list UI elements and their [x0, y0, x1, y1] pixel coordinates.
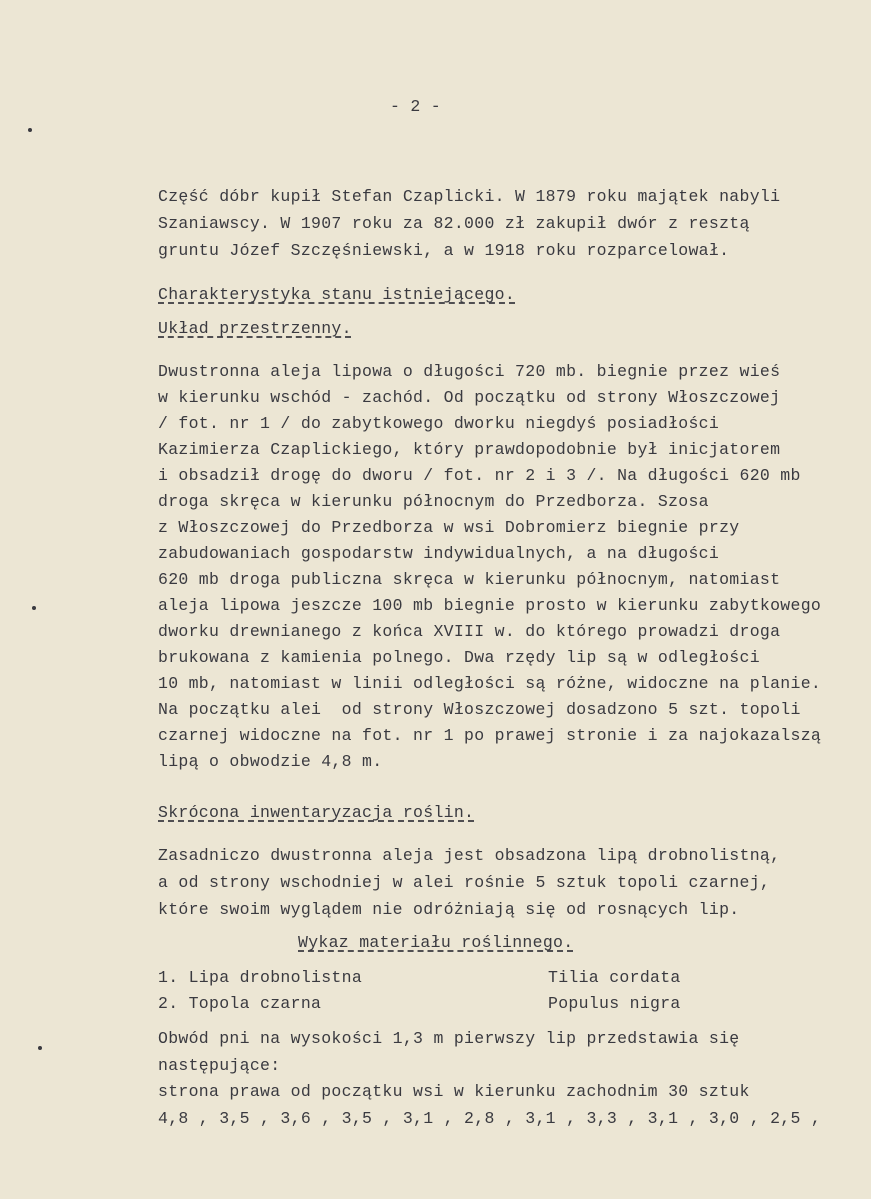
body-line: Na początku alei od strony Włoszczowej dosadzono 5 szt. topoli: [158, 700, 801, 719]
body-line: Zasadniczo dwustronna aleja jest obsadzona lipą drobnolistną,: [158, 846, 781, 865]
body-line: aleja lipowa jeszcze 100 mb biegnie prosto w kierunku zabytkowego: [158, 596, 822, 615]
margin-punch-mark: [32, 606, 36, 610]
section-heading: Skrócona inwentaryzacja roślin.: [158, 803, 475, 822]
body-line: w kierunku wschód - zachód. Od początku od strony Włoszczowej: [158, 388, 781, 407]
section-heading: Charakterystyka stanu istniejącego.: [158, 285, 516, 304]
body-line: a od strony wschodniej w alei rośnie 5 sztuk topoli czarnej,: [158, 873, 771, 892]
body-line: następujące:: [158, 1056, 281, 1075]
body-line: i obsadził drogę do dworu / fot. nr 2 i 3 /. Na długości 620 mb: [158, 466, 801, 485]
intro-line: gruntu Józef Szczęśniewski, a w 1918 roku rozparcelował.: [158, 241, 730, 260]
subsection-heading: Układ przestrzenny.: [158, 319, 352, 338]
body-line: strona prawa od początku wsi w kierunku zachodnim 30 sztuk: [158, 1082, 750, 1101]
measurements-line: 4,8 , 3,5 , 3,6 , 3,5 , 3,1 , 2,8 , 3,1 , 3,3 , 3,1 , 3,0 , 2,5 ,: [158, 1109, 822, 1128]
plant-name: 2. Topola czarna: [158, 994, 322, 1013]
body-line: Dwustronna aleja lipowa o długości 720 mb. biegnie przez wieś: [158, 362, 781, 381]
body-line: 620 mb droga publiczna skręca w kierunku północnym, natomiast: [158, 570, 781, 589]
intro-line: Część dóbr kupił Stefan Czaplicki. W 1879 roku majątek nabyli: [158, 187, 781, 206]
body-line: z Włoszczowej do Przedborza w wsi Dobromierz biegnie przy: [158, 518, 740, 537]
body-line: Obwód pni na wysokości 1,3 m pierwszy lip przedstawia się: [158, 1029, 740, 1048]
body-line: droga skręca w kierunku północnym do Przedborza. Szosa: [158, 492, 709, 511]
margin-punch-mark: [28, 128, 32, 132]
body-line: dworku drewnianego z końca XVIII w. do którego prowadzi droga: [158, 622, 781, 641]
body-line: Kazimierza Czaplickiego, który prawdopodobnie był inicjatorem: [158, 440, 781, 459]
body-line: czarnej widoczne na fot. nr 1 po prawej stronie i za najokazalszą: [158, 726, 822, 745]
margin-punch-mark: [38, 1046, 42, 1050]
body-line: które swoim wyglądem nie odróżniają się od rosnących lip.: [158, 900, 740, 919]
body-line: 10 mb, natomiast w linii odległości są różne, widoczne na planie.: [158, 674, 822, 693]
list-heading: Wykaz materiału roślinnego.: [298, 933, 574, 952]
body-line: / fot. nr 1 / do zabytkowego dworku niegdyś posiadłości: [158, 414, 720, 433]
plant-latin-name: Populus nigra: [548, 994, 681, 1013]
plant-name: 1. Lipa drobnolistna: [158, 968, 363, 987]
page-number: - 2 -: [390, 97, 442, 116]
intro-line: Szaniawscy. W 1907 roku za 82.000 zł zakupił dwór z resztą: [158, 214, 750, 233]
plant-latin-name: Tilia cordata: [548, 968, 681, 987]
body-line: zabudowaniach gospodarstw indywidualnych, a na długości: [158, 544, 720, 563]
body-line: brukowana z kamienia polnego. Dwa rzędy lip są w odległości: [158, 648, 760, 667]
body-line: lipą o obwodzie 4,8 m.: [158, 752, 383, 771]
